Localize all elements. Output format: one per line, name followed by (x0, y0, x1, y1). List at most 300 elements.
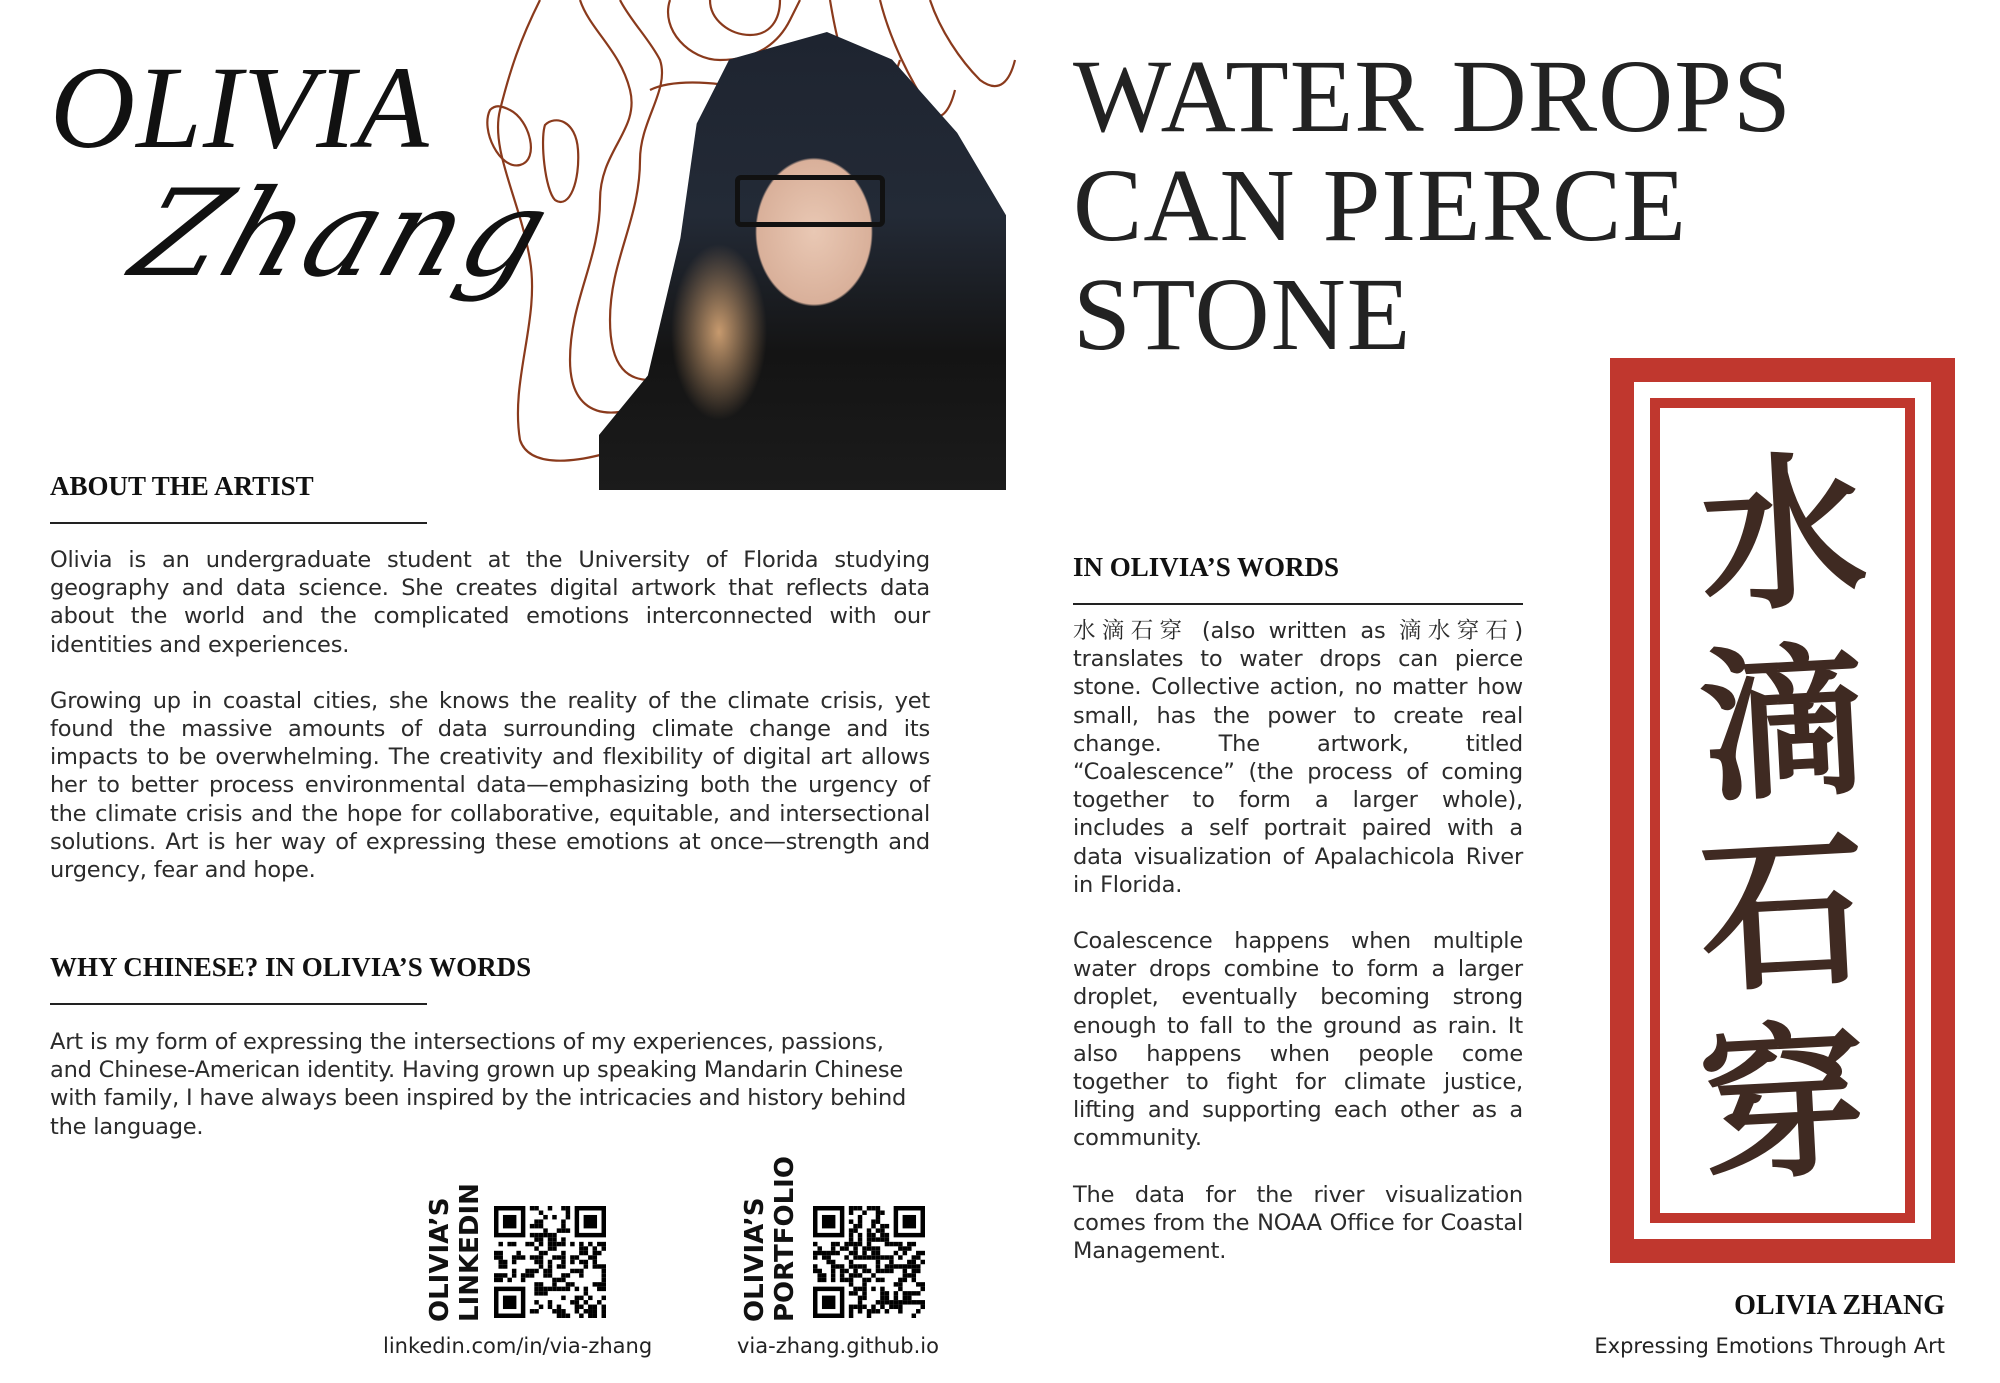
qr-module (916, 1300, 920, 1304)
qr-module (539, 1242, 543, 1246)
qr-module (871, 1309, 875, 1313)
qr-module (579, 1242, 583, 1246)
qr-module (503, 1264, 507, 1268)
qr-module (593, 1246, 597, 1250)
seal-character: 水 (1695, 432, 1871, 636)
qr-module (575, 1255, 579, 1259)
qr-module (534, 1237, 538, 1241)
qr-module (552, 1255, 556, 1259)
qr-module (498, 1278, 502, 1282)
qr-module (871, 1237, 875, 1241)
qr-module (867, 1278, 871, 1282)
qr-module (921, 1251, 925, 1255)
qr-module (831, 1242, 835, 1246)
qr-module (498, 1264, 502, 1268)
qr-module (862, 1255, 866, 1259)
qr-module (584, 1264, 588, 1268)
qr-module (862, 1210, 866, 1214)
qr-module (543, 1291, 547, 1295)
qr-module (525, 1273, 529, 1277)
qr-module (557, 1228, 561, 1232)
qr-module (602, 1273, 606, 1277)
portfolio-url[interactable]: via-zhang.github.io (737, 1334, 939, 1358)
qr-module (534, 1309, 538, 1313)
qr-module (817, 1269, 821, 1273)
qr-module (840, 1278, 844, 1282)
qr-module (548, 1269, 552, 1273)
qr-module (543, 1251, 547, 1255)
linkedin-qr-code[interactable] (494, 1206, 606, 1318)
about-rule (50, 522, 427, 524)
qr-module (871, 1273, 875, 1277)
linkedin-qr-label: OLIVIA’S LINKEDIN (425, 1183, 485, 1322)
qr-module (557, 1264, 561, 1268)
qr-module (912, 1269, 916, 1273)
footer-name: OLIVIA ZHANG (1734, 1290, 1945, 1321)
qr-module (579, 1260, 583, 1264)
qr-module (521, 1273, 525, 1277)
qr-module (876, 1300, 880, 1304)
qr-module (552, 1237, 556, 1241)
qr-module (858, 1264, 862, 1268)
qr-module (557, 1278, 561, 1282)
qr-module (534, 1255, 538, 1259)
qr-module (880, 1269, 884, 1273)
qr-module (871, 1251, 875, 1255)
seal-character: 石 (1695, 812, 1871, 1016)
linkedin-url[interactable]: linkedin.com/in/via-zhang (383, 1334, 653, 1358)
qr-module (579, 1273, 583, 1277)
qr-module (530, 1233, 534, 1237)
qr-module (853, 1242, 857, 1246)
qr-module (885, 1233, 889, 1237)
qr-module (534, 1246, 538, 1250)
qr-module (602, 1314, 606, 1318)
qr-module (907, 1260, 911, 1264)
qr-module (575, 1296, 579, 1300)
qr-module (849, 1228, 853, 1232)
qr-module (921, 1305, 925, 1309)
qr-module (602, 1242, 606, 1246)
qr-module (826, 1255, 830, 1259)
qr-module (853, 1251, 857, 1255)
qr-module (530, 1224, 534, 1228)
qr-module (494, 1255, 498, 1259)
qr-module (561, 1278, 565, 1282)
qr-module (894, 1282, 898, 1286)
qr-module (566, 1287, 570, 1291)
qr-module (880, 1291, 884, 1295)
qr-module (889, 1242, 893, 1246)
why-chinese-text: Art is my form of expressing the intersections of my experiences, passions, and Chinese-American identity. Having grown up speaking Mandarin Chinese with family, I have always been inspired by the intricacies and history behind the language. (50, 1029, 907, 1140)
qr-module (885, 1264, 889, 1268)
qr-module (570, 1282, 574, 1286)
qr-module (903, 1300, 907, 1304)
qr-module (561, 1219, 565, 1223)
qr-module (813, 1264, 817, 1268)
qr-module (593, 1282, 597, 1286)
qr-module (534, 1287, 538, 1291)
qr-module (561, 1314, 565, 1318)
qr-module (831, 1269, 835, 1273)
qr-module (835, 1242, 839, 1246)
qr-module (579, 1305, 583, 1309)
qr-module (561, 1264, 565, 1268)
qr-module (503, 1260, 507, 1264)
qr-module (539, 1282, 543, 1286)
qr-module (557, 1255, 561, 1259)
qr-module (575, 1269, 579, 1273)
qr-module (831, 1264, 835, 1268)
qr-module (539, 1255, 543, 1259)
about-text (50, 546, 930, 884)
qr-module (916, 1255, 920, 1259)
qr-module (534, 1282, 538, 1286)
qr-module (840, 1269, 844, 1273)
qr-module (921, 1260, 925, 1264)
qr-module (885, 1291, 889, 1295)
qr-module (858, 1237, 862, 1241)
qr-module (507, 1242, 511, 1246)
qr-module (907, 1291, 911, 1295)
qr-module (858, 1309, 862, 1313)
qr-module (548, 1237, 552, 1241)
qr-module (593, 1314, 597, 1318)
qr-module (889, 1255, 893, 1259)
qr-module (602, 1296, 606, 1300)
qr-module (912, 1300, 916, 1304)
qr-module (849, 1233, 853, 1237)
qr-module (561, 1255, 565, 1259)
qr-module (871, 1246, 875, 1250)
qr-module (844, 1278, 848, 1282)
qr-module (512, 1260, 516, 1264)
qr-module (498, 1273, 502, 1277)
qr-module (898, 1309, 902, 1313)
qr-module (602, 1282, 606, 1286)
qr-module (867, 1242, 871, 1246)
qr-module (876, 1278, 880, 1282)
qr-module (862, 1246, 866, 1250)
qr-module (561, 1296, 565, 1300)
qr-module (543, 1215, 547, 1219)
qr-module (898, 1242, 902, 1246)
artist-last-name-script: Zhang (117, 165, 569, 304)
qr-module (849, 1291, 853, 1295)
portfolio-qr-code[interactable] (813, 1206, 925, 1318)
qr-module (903, 1269, 907, 1273)
qr-module (543, 1269, 547, 1273)
qr-module (494, 1273, 498, 1277)
qr-module (588, 1242, 592, 1246)
qr-module (539, 1237, 543, 1241)
qr-module (907, 1273, 911, 1277)
qr-module (880, 1287, 884, 1291)
qr-module (584, 1246, 588, 1250)
qr-module (831, 1246, 835, 1250)
qr-module (570, 1300, 574, 1304)
qr-module (539, 1219, 543, 1223)
qr-module (862, 1269, 866, 1273)
qr-module (844, 1255, 848, 1259)
qr-module (871, 1255, 875, 1259)
qr-module (557, 1242, 561, 1246)
why-chinese-heading: WHY CHINESE? IN OLIVIA’S WORDS (50, 952, 532, 982)
qr-module (876, 1260, 880, 1264)
qr-module (584, 1300, 588, 1304)
qr-module (552, 1246, 556, 1250)
footer-tagline: Expressing Emotions Through Art (1594, 1334, 1945, 1358)
qr-module (912, 1242, 916, 1246)
qr-module (849, 1219, 853, 1223)
qr-module (853, 1269, 857, 1273)
qr-module (548, 1273, 552, 1277)
qr-module (858, 1287, 862, 1291)
qr-module (853, 1287, 857, 1291)
qr-module (858, 1255, 862, 1259)
qr-module (907, 1300, 911, 1304)
qr-module (817, 1251, 821, 1255)
qr-module (534, 1291, 538, 1295)
qr-module (876, 1309, 880, 1313)
qr-module (534, 1224, 538, 1228)
qr-module (853, 1264, 857, 1268)
qr-module (867, 1309, 871, 1313)
qr-module (498, 1255, 502, 1259)
qr-module (530, 1206, 534, 1210)
qr-module (912, 1291, 916, 1295)
qr-module (831, 1278, 835, 1282)
qr-module (602, 1287, 606, 1291)
title-line: STONE (1073, 257, 1412, 372)
qr-module (557, 1309, 561, 1313)
qr-module (876, 1237, 880, 1241)
qr-module (853, 1255, 857, 1259)
qr-module (494, 1251, 498, 1255)
qr-module (876, 1251, 880, 1255)
qr-module (921, 1282, 925, 1286)
qr-module (831, 1273, 835, 1277)
qr-module (813, 1269, 817, 1273)
qr-module (597, 1242, 601, 1246)
about-heading: ABOUT THE ARTIST (50, 471, 314, 501)
qr-module (584, 1215, 597, 1228)
portfolio-qr-label: OLIVIA’S PORTFOLIO (740, 1156, 800, 1322)
qr-module (898, 1300, 902, 1304)
qr-module (903, 1296, 907, 1300)
qr-module (849, 1237, 853, 1241)
qr-module (813, 1255, 817, 1259)
qr-module (575, 1300, 579, 1304)
qr-module (858, 1273, 862, 1277)
qr-module (876, 1210, 880, 1214)
qr-module (593, 1309, 597, 1313)
qr-module (876, 1206, 880, 1210)
qr-module (561, 1206, 565, 1210)
qr-module (534, 1260, 538, 1264)
qr-module (867, 1206, 871, 1210)
qr-module (858, 1233, 862, 1237)
qr-module (858, 1215, 862, 1219)
qr-module (862, 1251, 866, 1255)
qr-module (912, 1314, 916, 1318)
qr-module (503, 1273, 507, 1277)
qr-module (862, 1305, 866, 1309)
qr-module (561, 1251, 565, 1255)
qr-module (858, 1300, 862, 1304)
qr-module (916, 1251, 920, 1255)
qr-module (867, 1246, 871, 1250)
qr-module (880, 1228, 884, 1232)
words-paragraph: 水滴石穿 (also written as 滴水穿石) translates to water drops can pierce stone. Collective action, no matter how small, has the power to create real change. The artwork, titled “Coalescence” (the process of coming together to form a larger whole), includes a self portrait paired with a data visualization of Apalachicola River in Florida. (1073, 618, 1523, 898)
qr-module (876, 1215, 880, 1219)
qr-module (849, 1309, 853, 1313)
qr-module (853, 1305, 857, 1309)
qr-module (849, 1251, 853, 1255)
qr-module (903, 1273, 907, 1277)
qr-module (597, 1287, 601, 1291)
qr-module (885, 1255, 889, 1259)
qr-module (575, 1287, 579, 1291)
qr-module (534, 1300, 538, 1304)
qr-module (894, 1251, 898, 1255)
qr-module (862, 1287, 866, 1291)
qr-module (534, 1269, 538, 1273)
qr-module (831, 1251, 835, 1255)
qr-module (858, 1219, 862, 1223)
qr-module (871, 1233, 875, 1237)
qr-module (849, 1260, 853, 1264)
qr-module (921, 1300, 925, 1304)
qr-module (912, 1255, 916, 1259)
qr-module (570, 1255, 574, 1259)
qr-module (516, 1251, 520, 1255)
qr-module (880, 1278, 884, 1282)
qr-module (566, 1210, 570, 1214)
qr-module (876, 1246, 880, 1250)
qr-module (539, 1251, 543, 1255)
qr-module (876, 1269, 880, 1273)
qr-module (916, 1291, 920, 1295)
qr-module (817, 1273, 821, 1277)
qr-module (880, 1296, 884, 1300)
qr-module (566, 1215, 570, 1219)
qr-module (584, 1291, 588, 1295)
qr-module (898, 1287, 902, 1291)
qr-module (844, 1269, 848, 1273)
words-rule (1073, 603, 1523, 605)
qr-module (894, 1264, 898, 1268)
qr-module (548, 1287, 552, 1291)
qr-module (552, 1233, 556, 1237)
qr-module (903, 1215, 916, 1228)
qr-module (898, 1264, 902, 1268)
qr-module (602, 1309, 606, 1313)
qr-module (871, 1219, 875, 1223)
qr-module (566, 1282, 570, 1286)
qr-module (867, 1255, 871, 1259)
qr-module (849, 1278, 853, 1282)
qr-module (894, 1305, 898, 1309)
why-chinese-rule (50, 1003, 427, 1005)
qr-module (867, 1269, 871, 1273)
qr-module (849, 1264, 853, 1268)
qr-module (871, 1206, 875, 1210)
qr-module (889, 1300, 893, 1304)
qr-module (880, 1300, 884, 1304)
qr-module (548, 1246, 552, 1250)
qr-module (885, 1300, 889, 1304)
qr-module (516, 1255, 520, 1259)
qr-module (503, 1296, 516, 1309)
qr-module (853, 1291, 857, 1295)
artist-first-name: OLIVIA (50, 42, 430, 173)
qr-module (844, 1246, 848, 1250)
qr-module (530, 1242, 534, 1246)
qr-module (822, 1273, 826, 1277)
qr-module (916, 1264, 920, 1268)
qr-module (548, 1206, 552, 1210)
qr-module (548, 1300, 552, 1304)
qr-module (512, 1273, 516, 1277)
qr-module (602, 1305, 606, 1309)
qr-module (498, 1242, 502, 1246)
qr-module (584, 1309, 588, 1313)
qr-module (575, 1305, 579, 1309)
qr-module (593, 1255, 597, 1259)
qr-module (548, 1260, 552, 1264)
qr-module (530, 1255, 534, 1259)
qr-module (512, 1242, 516, 1246)
qr-module (912, 1260, 916, 1264)
qr-module (867, 1233, 871, 1237)
qr-module (853, 1246, 857, 1250)
qr-module (880, 1224, 884, 1228)
qr-module (570, 1260, 574, 1264)
qr-module (552, 1242, 556, 1246)
qr-module (858, 1305, 862, 1309)
words-paragraph: The data for the river visualization comes from the NOAA Office for Coastal Management. (1073, 1181, 1523, 1265)
qr-module (862, 1264, 866, 1268)
qr-module (916, 1269, 920, 1273)
qr-module (822, 1278, 826, 1282)
qr-module (826, 1251, 830, 1255)
qr-module (889, 1269, 893, 1273)
qr-module (570, 1269, 574, 1273)
qr-module (534, 1206, 538, 1210)
about-paragraph: Growing up in coastal cities, she knows the reality of the climate crisis, yet found the massive amounts of data surrounding climate change and its impacts to be overwhelming. The creativity and flexibility of digital art allows her to better process environmental data—emphasizing both the urgency of the climate crisis and the hope for collaborative, equitable, and intersectional solutions. Art is her way of expressing these emotions at once—strength and urgency, fear and hope. (50, 687, 930, 884)
qr-module (894, 1296, 898, 1300)
qr-module (817, 1278, 821, 1282)
qr-module (849, 1210, 853, 1214)
qr-module (876, 1219, 880, 1223)
qr-module (570, 1242, 574, 1246)
qr-module (552, 1215, 556, 1219)
qr-module (849, 1273, 853, 1277)
qr-module (579, 1246, 583, 1250)
qr-module (871, 1287, 875, 1291)
qr-module (840, 1246, 844, 1250)
qr-module (548, 1242, 552, 1246)
qr-module (898, 1305, 902, 1309)
words-text (1073, 617, 1523, 1265)
qr-module (876, 1228, 880, 1232)
qr-module (557, 1287, 561, 1291)
qr-module (907, 1296, 911, 1300)
qr-module (876, 1255, 880, 1259)
qr-module (907, 1242, 911, 1246)
qr-module (813, 1242, 817, 1246)
